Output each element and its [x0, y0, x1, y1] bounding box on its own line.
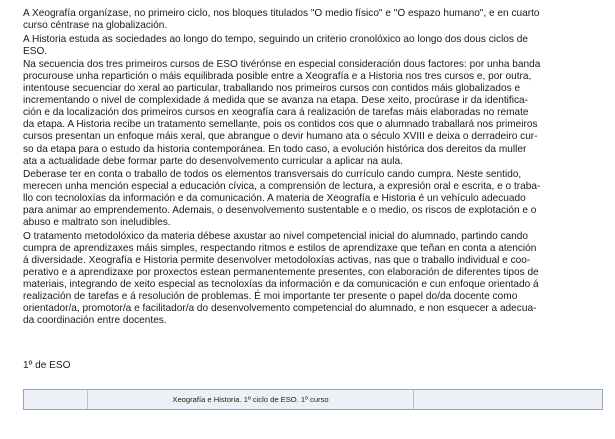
document-body [23, 8, 601, 329]
course-table-header [23, 389, 603, 410]
paragraph-sequencing: Na secuencia dos tres primeiros cursos de ESO tivérónse en especial consideración dous factores: por unha banda procurouse unha repartición o máis equilibrada posible entre a Xeografía e a Historia nos tres cursos e, por outra, intentouse secuenciar do xeral ao particular, traballando nos primeiros cursos con contidos máis globalizados e incrementando o nivel de complexidade á medida que se avanza na etapa. Dese xeito, procúrase ir da identifica- ción e da localización dos primeiros cursos en xeografía cara á realización de tarefas máis elaboradas no remate da etapa. A Historia recibe un tratamento semellante, pois os contidos cos que o alumnado traballará nos primeiros cursos presentan un enfoque máis xeral, que abrangue o devir humano ata o século XVIII e deixa o derradeiro cur- so da etapa para o estudo da historia contemporánea. En todo caso, a evolución histórica dos dereitos da muller ata a actualidade debe formar parte do desenvolvemento curricular a aplicar na aula. [23, 59, 541, 167]
course-label: 1º de ESO [23, 360, 71, 371]
table-header-cell-left [24, 390, 88, 409]
paragraph-history-criterion: A Historia estuda as sociedades ao longo do tempo, seguindo un criterio cronolóxico ao longo dos dous ciclos de ESO. [23, 33, 529, 57]
table-header-cell-right [414, 390, 602, 409]
paragraph-methodology: O tratamento metodolóxico da materia débese axustar ao nivel competencial inicial do alumnado, partindo cando cumpra de aprendizaxes máis simples, respectando ritmos e estilos de aprendizaxe que teñan en conta a atención á diversidade. Xeografía e Historia permite desenvolver metodoloxías activas, nas que o traballo individual e coo- perativo e a aprendizaxe por proxectos estean permanentemente presentes, con elaboración de diferentes tipos de materiais, integrando de xeito especial as tecnoloxías da información e da comunicación e cun enfoque orientado á realización de tarefas e á resolución de problemas. É moi importante ter presente o papel do/da docente como orientador/a, promotor/a e facilitador/a do desenvolvemento competencial do alumnado, e non esquecer a adecua- da coordinación entre docentes. [23, 230, 539, 327]
paragraph-transversal-elements: Deberase ter en conta o traballo de todos os elementos transversais do currículo cando cumpra. Neste sentido, merecen unha mención especial a educación cívica, a comprensión de lectura, a expresión oral e escrita, e o traba- llo con tecnoloxías da información e da comunicación. A materia de Xeografía e Historia é un vehículo adecuado para animar ao emprendemento. Ademais, o desenvolvemento sustentable e o medio, os riscos de explotación e o abuso e maltrato son ineludibles. [23, 169, 541, 229]
paragraph-geography-blocks: A Xeografía organízase, no primeiro ciclo, nos bloques titulados "O medio físico" e "O espazo humano", e en cuarto curso céntrase na globalización. [23, 8, 540, 32]
table-header-title: Xeografía e Historia. 1º ciclo de ESO. 1º curso [88, 390, 414, 409]
